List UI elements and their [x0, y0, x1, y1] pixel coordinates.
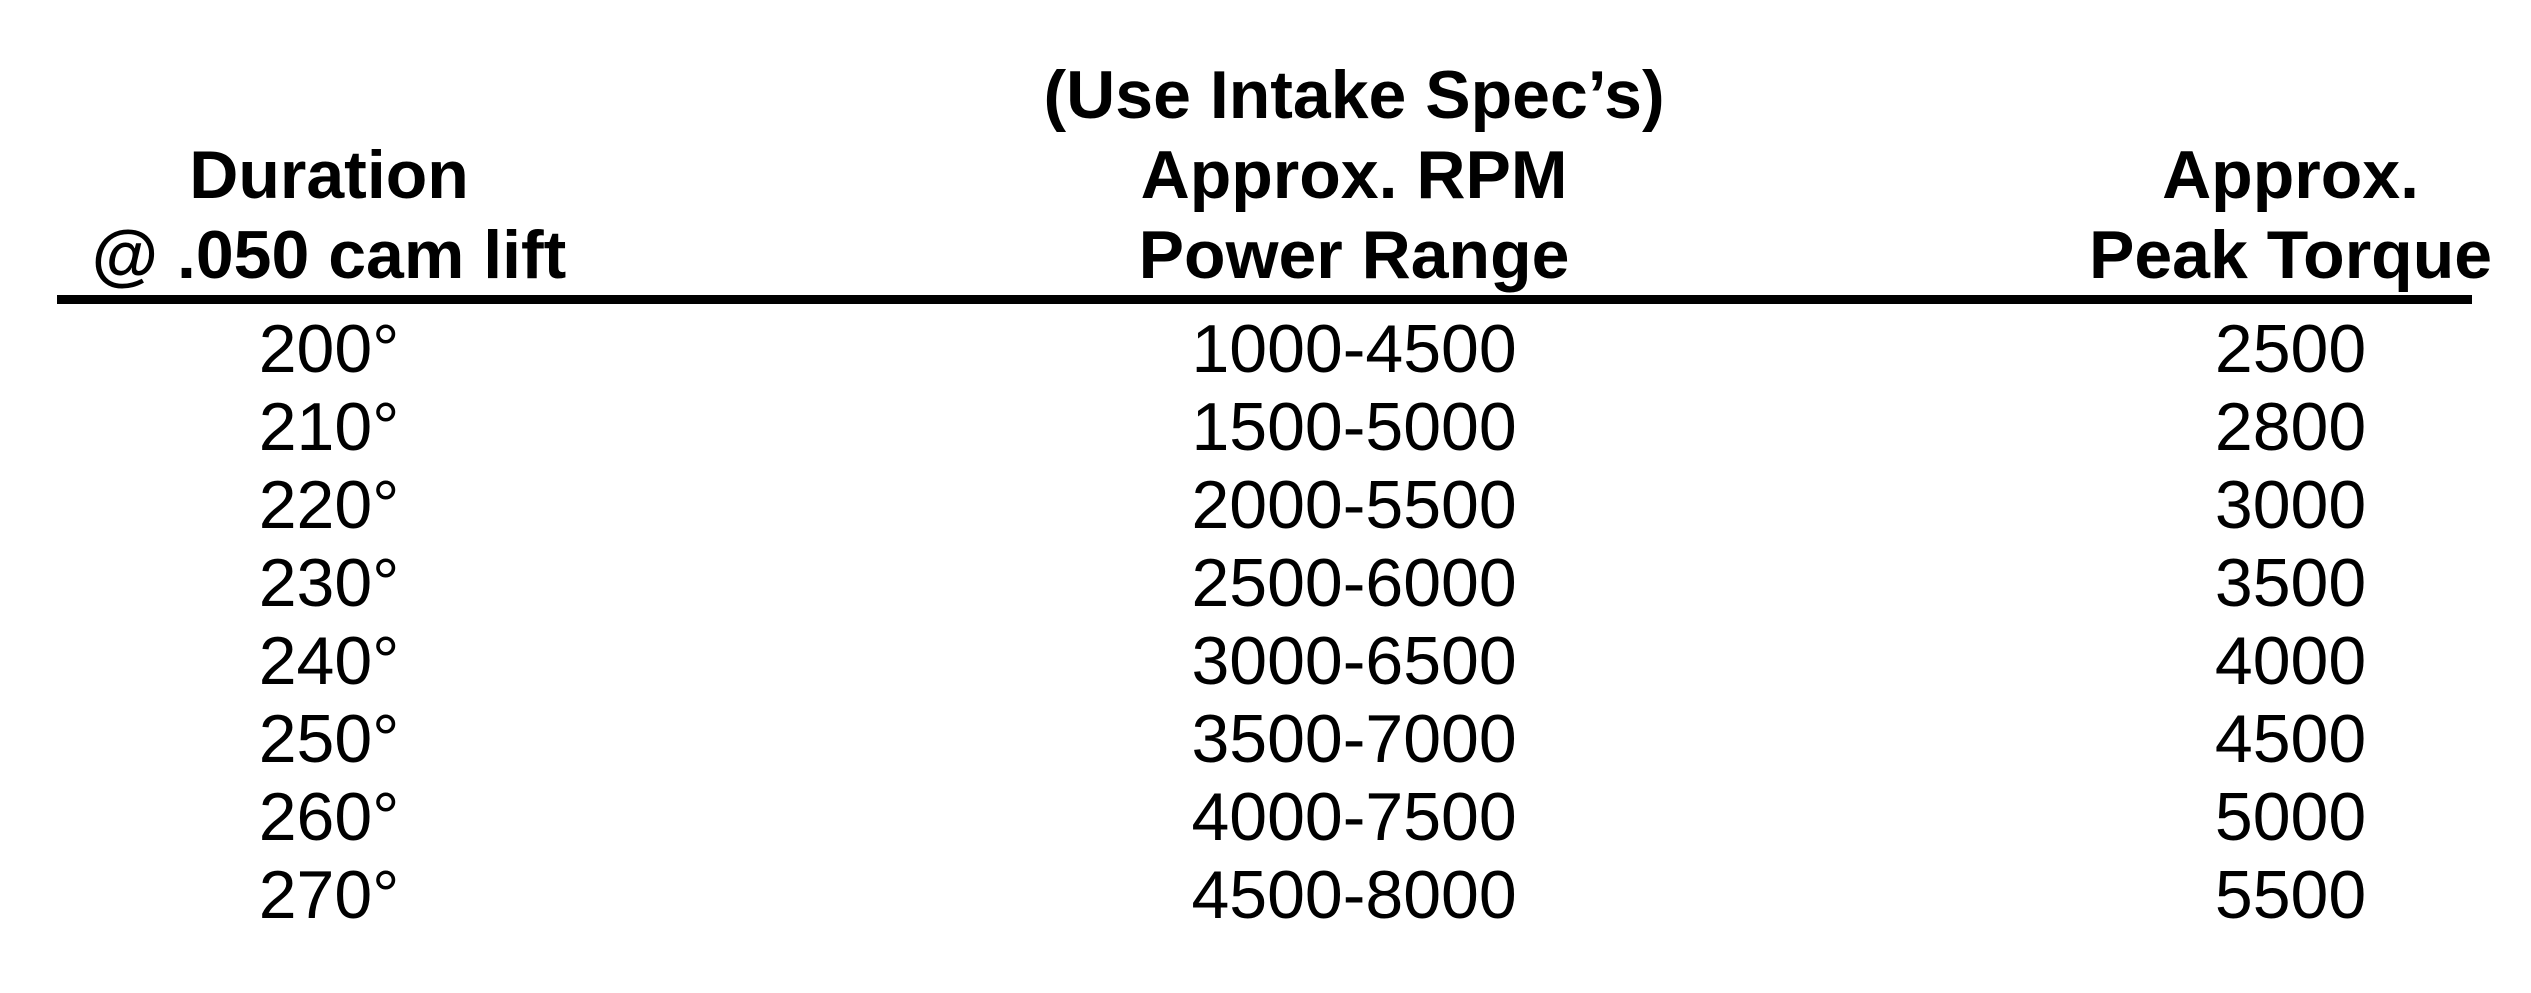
power-range-cell: 3000-6500 — [1191, 623, 1517, 699]
duration-cell: 260° — [258, 779, 400, 855]
table-row — [0, 466, 2531, 544]
table-row — [0, 778, 2531, 856]
duration-cell: 240° — [258, 623, 400, 699]
table-body — [0, 310, 2531, 934]
header-super-spacer-right — [2050, 55, 2531, 135]
peak-torque-cell: 4000 — [2214, 623, 2367, 699]
header-rule — [57, 295, 2472, 304]
header-duration-line2: @ .050 cam lift — [91, 217, 567, 293]
table-header — [0, 0, 2531, 304]
peak-torque-cell: 3000 — [2214, 467, 2367, 543]
peak-torque-cell: 2500 — [2214, 311, 2367, 387]
power-range-cell: 4500-8000 — [1191, 857, 1517, 933]
table-row — [0, 310, 2531, 388]
header-duration-line1: Duration — [189, 137, 469, 213]
header-peak-torque-line2: Peak Torque — [2088, 217, 2493, 293]
duration-cell: 230° — [258, 545, 400, 621]
header-line1-row — [0, 135, 2531, 215]
peak-torque-cell: 5500 — [2214, 857, 2367, 933]
power-range-cell: 4000-7500 — [1191, 779, 1517, 855]
duration-cell: 220° — [258, 467, 400, 543]
peak-torque-cell: 4500 — [2214, 701, 2367, 777]
power-range-cell: 3500-7000 — [1191, 701, 1517, 777]
peak-torque-cell: 2800 — [2214, 389, 2367, 465]
power-range-cell: 2500-6000 — [1191, 545, 1517, 621]
header-line2-row — [0, 215, 2531, 295]
header-super-title: (Use Intake Spec’s) — [1043, 57, 1665, 133]
duration-cell: 210° — [258, 389, 400, 465]
duration-cell: 200° — [258, 311, 400, 387]
table-row — [0, 388, 2531, 466]
table-row — [0, 544, 2531, 622]
header-power-range-line2: Power Range — [1138, 217, 1570, 293]
power-range-cell: 1500-5000 — [1191, 389, 1517, 465]
duration-cell: 270° — [258, 857, 400, 933]
header-super-spacer-left — [0, 55, 658, 135]
table-row — [0, 700, 2531, 778]
table-row — [0, 856, 2531, 934]
header-super-row — [0, 55, 2531, 135]
power-range-cell: 2000-5500 — [1191, 467, 1517, 543]
header-power-range-line1: Approx. RPM — [1140, 137, 1568, 213]
power-range-cell: 1000-4500 — [1191, 311, 1517, 387]
table-row — [0, 622, 2531, 700]
peak-torque-cell: 5000 — [2214, 779, 2367, 855]
peak-torque-cell: 3500 — [2214, 545, 2367, 621]
duration-cell: 250° — [258, 701, 400, 777]
header-peak-torque-line1: Approx. — [2162, 137, 2419, 213]
